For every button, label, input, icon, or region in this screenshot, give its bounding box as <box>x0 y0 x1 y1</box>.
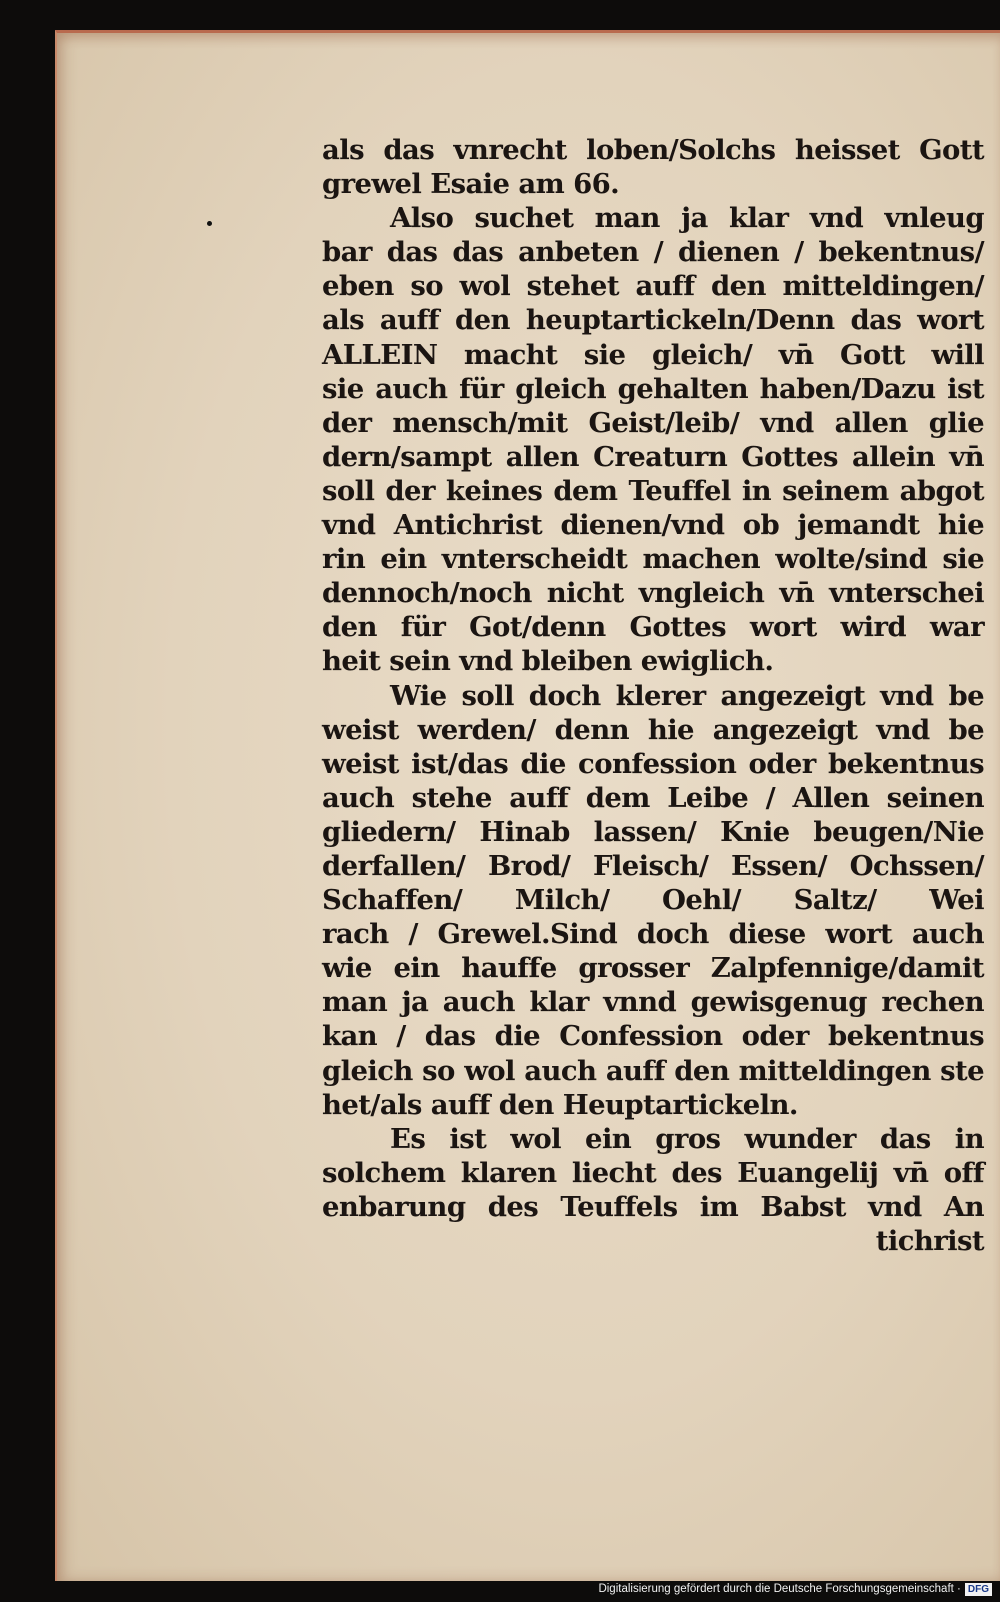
text-line: bar das das anbeten / dienen / bekentnus/ <box>322 236 984 269</box>
book-page <box>55 30 1000 1581</box>
catchword: tichrist <box>875 1225 984 1257</box>
text-line: dennoch/noch nicht vngleich vn̄ vnterschei <box>322 577 984 610</box>
text-line: dern/sampt allen Creaturn Gottes allein vn̄ <box>322 440 984 473</box>
text-line: sie auch für gleich gehalten haben/Dazu ist <box>322 372 984 405</box>
text-line: eben so wol stehet auff den mitteldingen/ <box>322 270 984 303</box>
text-line: wie ein hauffe grosser Zalpfennige/damit <box>322 952 984 985</box>
digitization-footer: Digitalisierung gefördert durch die Deutsche Forschungsgemeinschaft · DFG <box>598 1580 992 1598</box>
dfg-logo: DFG <box>965 1583 992 1596</box>
text-line: rin ein vnterscheidt machen wolte/sind sie <box>322 543 984 576</box>
text-line: vnd Antichrist dienen/vnd ob jemandt hie <box>322 509 984 542</box>
text-line: Es ist wol ein gros wunder das in <box>390 1122 984 1155</box>
text-line: rach / Grewel.Sind doch diese wort auch <box>322 918 984 951</box>
ink-dot <box>207 221 212 226</box>
text-line: heit sein vnd bleiben ewiglich. <box>322 645 774 678</box>
text-line: enbarung des Teuffels im Babst vnd An <box>322 1190 984 1223</box>
text-line: weist werden/ denn hie angezeigt vnd be <box>322 713 984 746</box>
text-line: gliedern/ Hinab lassen/ Knie beugen/Nie <box>322 815 984 848</box>
text-line: soll der keines dem Teuffel in seinem abgot <box>322 474 984 507</box>
text-line: Wie soll doch klerer angezeigt vnd be <box>390 679 984 712</box>
text-line: den für Got/denn Gottes wort wird war <box>322 611 984 644</box>
text-line: als auff den heuptartickeln/Denn das wort <box>322 304 984 337</box>
text-line: als das vnrecht loben/Solchs heisset Gott <box>322 134 984 166</box>
text-line: derfallen/ Brod/ Fleisch/ Essen/ Ochssen/ <box>322 849 984 882</box>
text-line: solchem klaren liecht des Euangelij vn̄ off <box>322 1156 984 1189</box>
text-line: Also suchet man ja klar vnd vnleug <box>390 202 984 235</box>
text-line: gleich so wol auch auff den mitteldingen ste <box>322 1054 984 1087</box>
text-line: ALLEIN macht sie gleich/ vn̄ Gott will <box>322 338 984 371</box>
page-text <box>322 133 984 1258</box>
text-line: man ja auch klar vnnd gewisgenug rechen <box>322 986 984 1019</box>
text-line: het/als auff den Heuptartickeln. <box>322 1088 798 1121</box>
text-line: der mensch/mit Geist/leib/ vnd allen glie <box>322 406 984 439</box>
footer-text: Digitalisierung gefördert durch die Deutsche Forschungsgemeinschaft <box>598 1583 954 1595</box>
text-line: weist ist/das die confession oder bekentnus <box>322 747 984 780</box>
text-line: grewel Esaie am 66. <box>322 168 620 201</box>
text-line: kan / das die Confession oder bekentnus <box>322 1020 984 1053</box>
text-line: Schaffen/ Milch/ Oehl/ Saltz/ Wei <box>322 884 984 917</box>
text-line: auch stehe auff dem Leibe / Allen seinen <box>322 781 984 814</box>
